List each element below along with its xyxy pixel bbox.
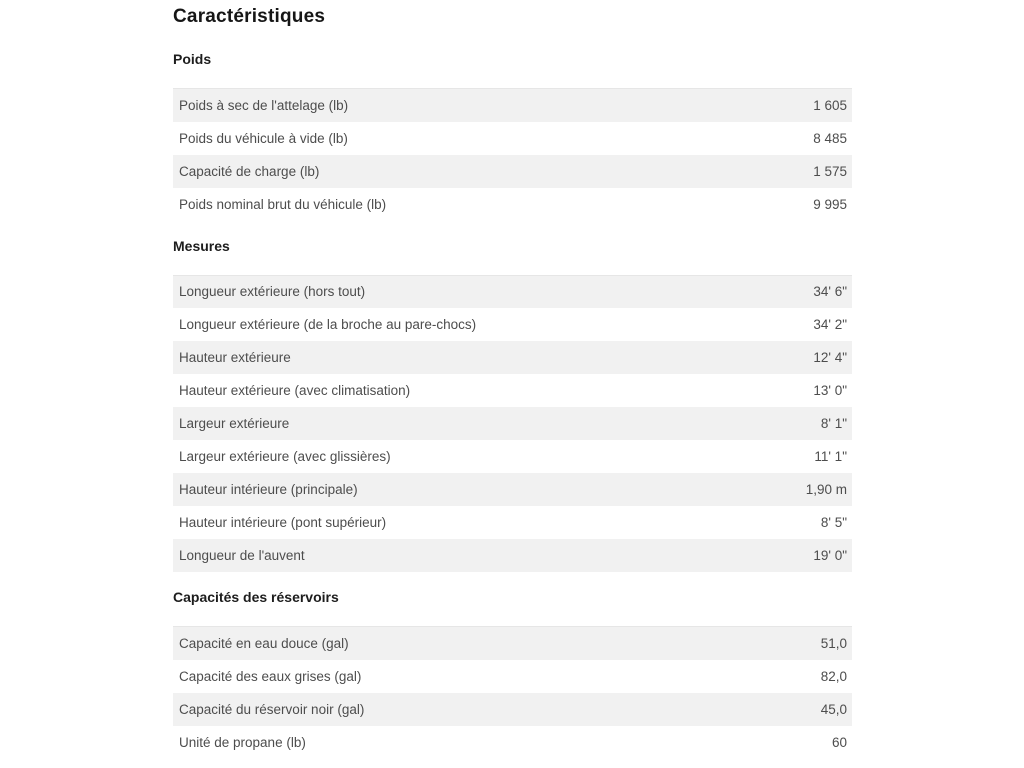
section-heading: Poids: [173, 51, 212, 67]
table-row: [173, 155, 852, 188]
table-row: [173, 308, 852, 341]
table-row: [173, 660, 852, 693]
spec-label: Hauteur intérieure (pont supérieur): [179, 515, 387, 530]
spec-section: [173, 590, 852, 759]
spec-value: 12' 4": [813, 350, 847, 365]
spec-label: Longueur extérieure (hors tout): [179, 284, 366, 300]
spec-value: 51,0: [820, 635, 847, 651]
spec-value: 60: [831, 734, 847, 750]
spec-label: Capacité en eau douce (gal): [179, 635, 349, 651]
spec-label: Longueur extérieure (de la broche au pare-chocs): [179, 317, 477, 332]
table-row: [173, 341, 852, 374]
table-row: [173, 407, 852, 440]
table-row: [173, 440, 852, 473]
spec-section: [173, 239, 852, 573]
table-row: [173, 473, 852, 506]
spec-value: 8' 5": [820, 515, 847, 530]
spec-label: Capacité des eaux grises (gal): [179, 668, 362, 684]
spec-label: Capacité de charge (lb): [179, 163, 320, 179]
spec-label: Longueur de l'auvent: [179, 548, 305, 563]
spec-table: [173, 88, 852, 221]
spec-value: 1,90 m: [805, 482, 847, 497]
spec-value: 34' 2": [813, 317, 847, 332]
table-row: [173, 693, 852, 726]
section-heading: Capacités des réservoirs: [173, 589, 339, 605]
table-row: [173, 627, 852, 660]
spec-value: 34' 6": [813, 284, 847, 300]
table-row: [173, 122, 852, 155]
table-row: [173, 89, 852, 122]
table-row: [173, 726, 852, 759]
spec-label: Hauteur extérieure: [179, 350, 291, 365]
spec-table: [173, 626, 852, 759]
spec-value: 11' 1": [814, 449, 847, 464]
spec-table: [173, 275, 852, 573]
table-row: [173, 374, 852, 407]
spec-label: Poids nominal brut du véhicule (lb): [179, 196, 387, 212]
spec-label: Hauteur intérieure (principale): [179, 482, 358, 497]
section-heading: Mesures: [173, 237, 230, 254]
spec-value: 8' 1": [820, 416, 847, 431]
spec-label: Largeur extérieure: [179, 416, 290, 431]
page-title: Caractéristiques: [173, 6, 326, 27]
spec-value: 19' 0": [813, 548, 847, 563]
table-row: [173, 188, 852, 221]
spec-table-body: [173, 89, 852, 221]
sections: [173, 52, 852, 759]
spec-label: Unité de propane (lb): [179, 734, 306, 750]
spec-label: Hauteur extérieure (avec climatisation): [179, 383, 411, 398]
spec-label: Poids à sec de l'attelage (lb): [179, 97, 349, 113]
spec-label: Largeur extérieure (avec glissières): [179, 449, 391, 464]
spec-label: Capacité du réservoir noir (gal): [179, 701, 365, 717]
spec-label: Poids du véhicule à vide (lb): [179, 130, 348, 146]
spec-value: 13' 0": [813, 383, 847, 398]
spec-value: 1 605: [813, 97, 847, 113]
spec-value: 45,0: [820, 701, 847, 717]
spec-sheet: [173, 0, 852, 759]
table-row: [173, 506, 852, 539]
spec-value: 8 485: [813, 130, 847, 146]
spec-value: 1 575: [813, 163, 847, 179]
spec-table-body: [173, 627, 852, 759]
spec-value: 82,0: [820, 668, 847, 684]
spec-section: [173, 52, 852, 221]
spec-value: 9 995: [813, 196, 847, 212]
table-row: [173, 275, 852, 308]
table-row: [173, 539, 852, 572]
spec-table-body: [173, 275, 852, 572]
